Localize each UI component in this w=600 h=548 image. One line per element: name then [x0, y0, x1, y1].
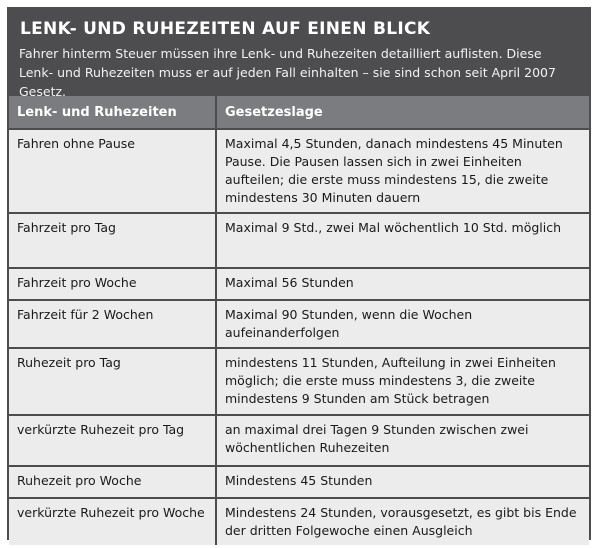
- row-value: an maximal drei Tagen 9 Stunden zwischen zwei wöchentlichen Ruhezeiten: [216, 415, 589, 466]
- row-label: Fahrzeit pro Tag: [9, 213, 216, 268]
- table-row: [9, 129, 589, 213]
- column-header-law: Gesetzeslage: [216, 96, 589, 129]
- row-value: Mindestens 45 Stunden: [216, 466, 589, 498]
- box-intro: Fahrer hinterm Steuer müssen ihre Lenk- und Ruhezeiten detailliert auflisten. Diese Lenk- und Ruhezeiten muss er auf jeden Fall einhalten – sie sind schon seit April 2007 Gesetz.: [19, 46, 556, 99]
- info-box: [7, 7, 591, 540]
- box-title: LENK- UND RUHEZEITEN AUF EINEN BLICK: [20, 19, 431, 39]
- row-value: Mindestens 24 Stunden, vorausgesetzt, es gibt bis Ende der dritten Folgewoche einen Ausgleich: [225, 505, 577, 538]
- table-row: [9, 213, 589, 268]
- rules-table: [9, 96, 589, 545]
- row-label: Ruhezeit pro Woche: [9, 466, 216, 498]
- row-value: mindestens 11 Stunden, Aufteilung in zwei Einheiten möglich; die erste muss mindestens 3, die zweite mindestens 9 Stunden am Stück betragen: [216, 348, 589, 415]
- box-header: [9, 9, 589, 99]
- row-label: Fahrzeit für 2 Wochen: [9, 300, 216, 348]
- row-value: Maximal 90 Stunden, wenn die Wochen aufeinanderfolgen: [216, 300, 589, 348]
- row-value: Maximal 4,5 Stunden, danach mindestens 45 Minuten Pause. Die Pausen lassen sich in zwei Einheiten aufteilen; die erste muss mindestens 15, die zweite mindestens 30 Minuten dauern: [216, 129, 589, 213]
- column-header-topic: Lenk- und Ruhezeiten: [9, 96, 216, 129]
- row-label: Fahren ohne Pause: [9, 129, 216, 213]
- row-label: verkürzte Ruhezeit pro Tag: [9, 415, 216, 466]
- table-row: [9, 268, 589, 300]
- row-label: Ruhezeit pro Tag: [9, 348, 216, 415]
- table-header-row: [9, 96, 589, 129]
- table-row: [9, 415, 589, 466]
- table-row: [9, 498, 589, 545]
- table-row: [9, 466, 589, 498]
- row-label: Fahrzeit pro Woche: [9, 268, 216, 300]
- row-label: verkürzte Ruhezeit pro Woche: [9, 498, 216, 545]
- table-row: [9, 348, 589, 415]
- row-value: Maximal 56 Stunden: [216, 268, 589, 300]
- row-value: Maximal 9 Std., zwei Mal wöchentlich 10 Std. möglich: [216, 213, 589, 268]
- table-row: [9, 300, 589, 348]
